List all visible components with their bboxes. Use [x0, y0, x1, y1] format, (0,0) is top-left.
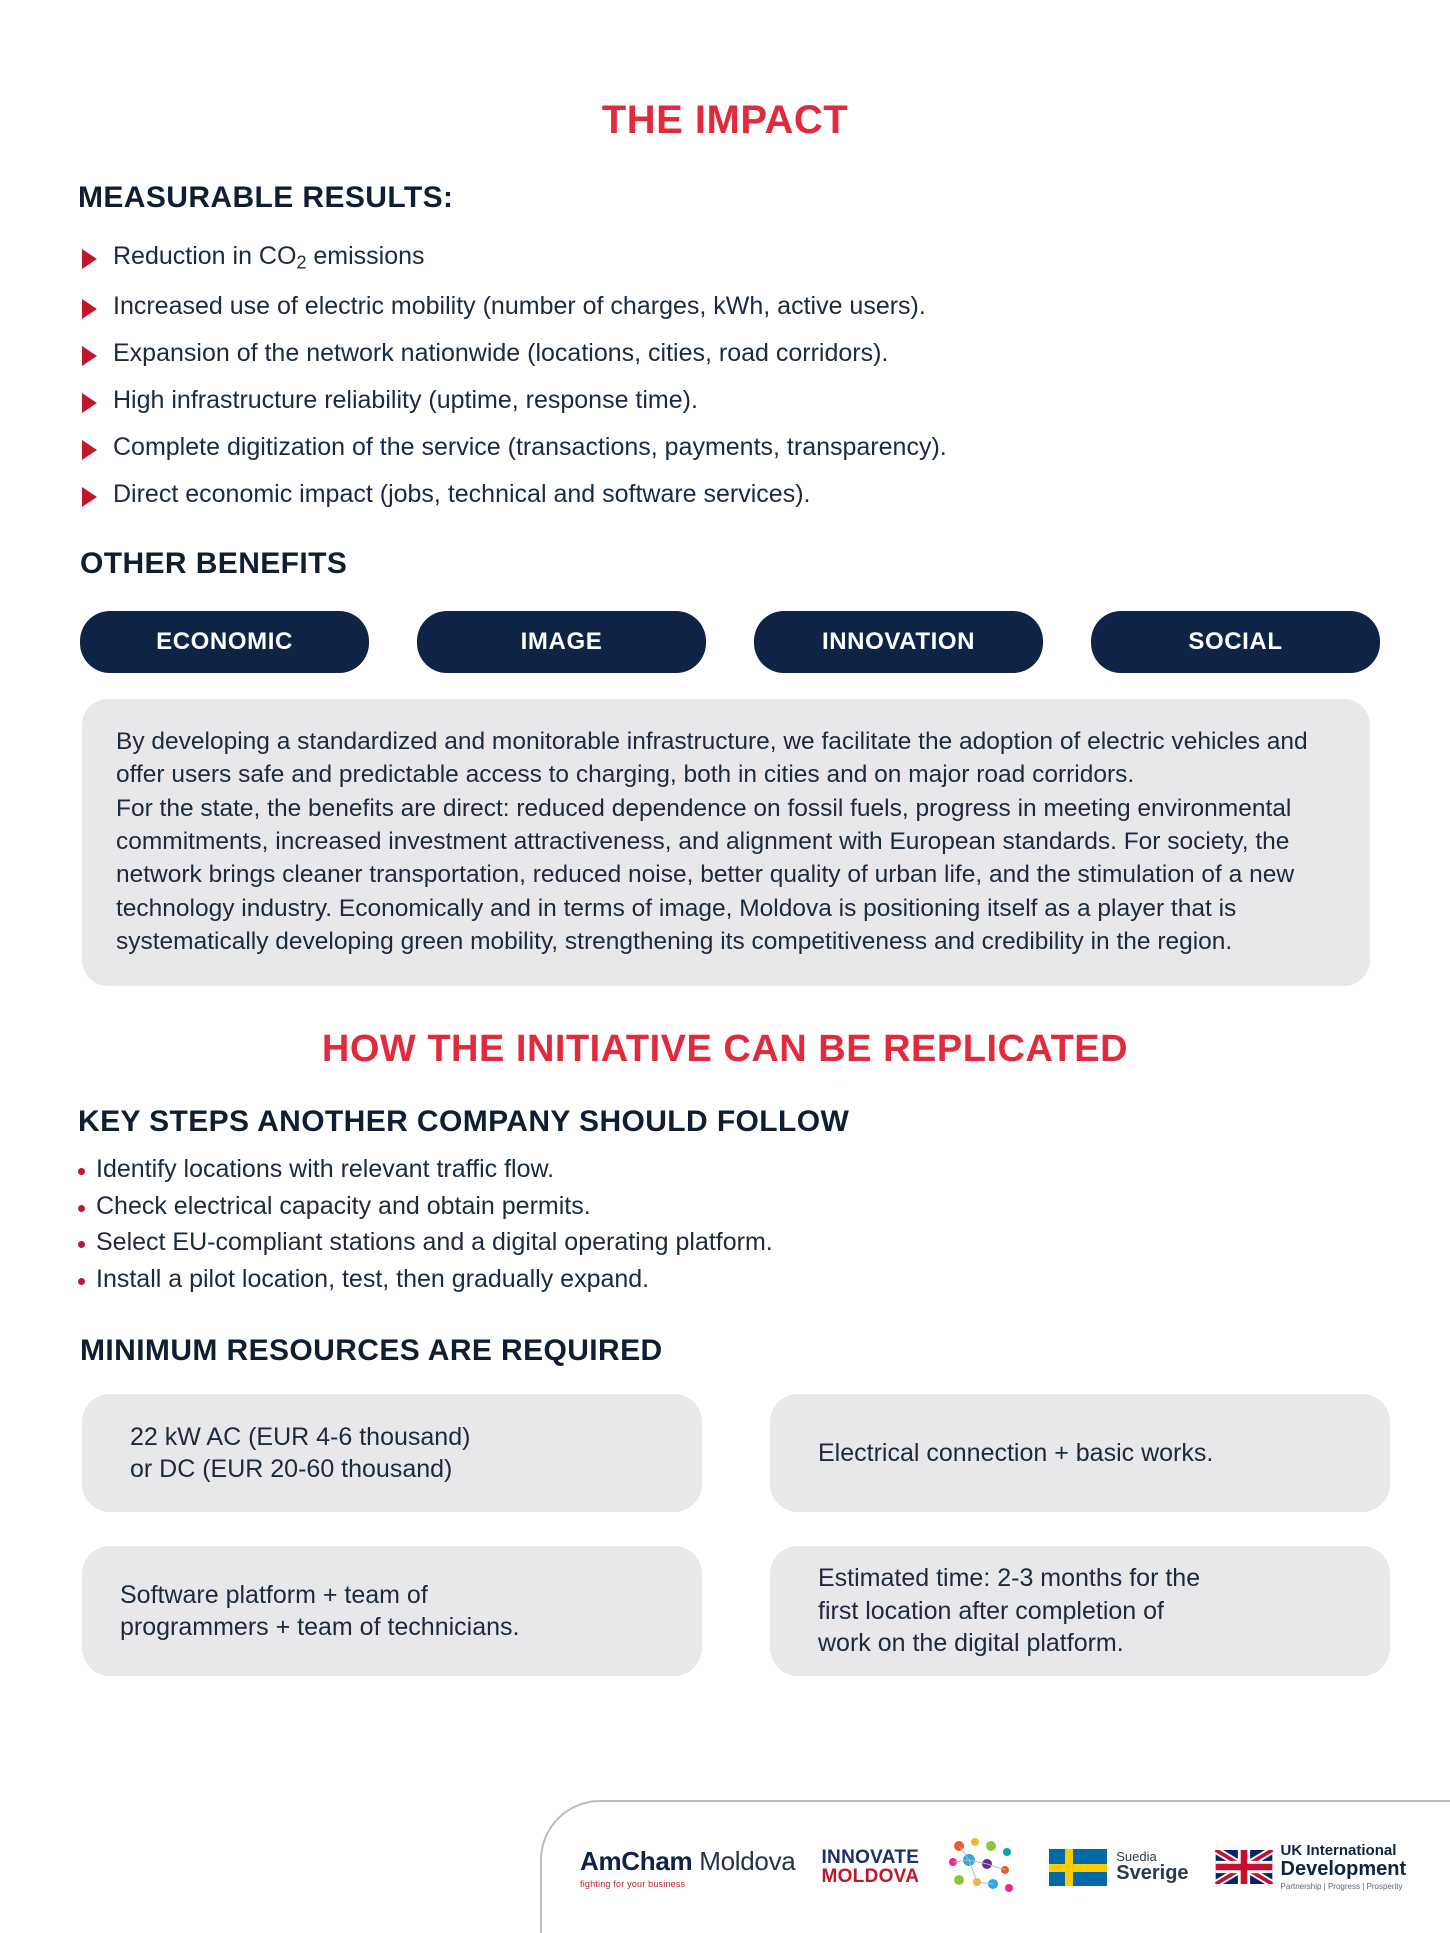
key-steps-list [0, 1153, 1450, 1296]
list-item-label: Check electrical capacity and obtain permits. [96, 1191, 591, 1220]
page-title-replication: HOW THE INITIATIVE CAN BE REPLICATED [321, 1028, 1129, 1071]
list-item-label: Install a pilot location, test, then gradually expand. [96, 1264, 650, 1293]
triangle-bullet-icon [82, 249, 97, 269]
list-item-label: Increased use of electric mobility (number of charges, kWh, active users). [113, 292, 926, 321]
measurable-results-list [0, 241, 1450, 509]
colorful-network-icon [945, 1836, 1023, 1898]
triangle-bullet-icon [82, 440, 97, 460]
resource-card-label: 22 kW AC (EUR 4-6 thousand) or DC (EUR 20-60 thousand) [130, 1422, 471, 1484]
resource-card-connection [770, 1394, 1390, 1512]
resource-card-software [82, 1546, 702, 1676]
list-item-label: Complete digitization of the service (transactions, payments, transparency). [113, 433, 947, 462]
dot-bullet-icon [78, 1168, 85, 1175]
uk-aid-logo [1215, 1843, 1407, 1892]
tab-social[interactable]: SOCIAL [1091, 611, 1380, 673]
list-item [82, 241, 1450, 274]
innovate-line-1: INNOVATE [821, 1846, 920, 1868]
sweden-line-1: Suedia [1116, 1848, 1157, 1864]
triangle-bullet-icon [82, 299, 97, 319]
innovate-moldova-logo [821, 1848, 919, 1887]
other-benefits-heading: OTHER BENEFITS [80, 547, 348, 581]
list-item-label: Select EU-compliant stations and a digital operating platform. [96, 1228, 773, 1257]
triangle-bullet-icon [82, 393, 97, 413]
list-item-label: Reduction in $CO_2$ emissions [113, 242, 425, 273]
dot-bullet-icon [78, 1205, 85, 1212]
resource-cards [82, 1394, 1450, 1676]
benefits-description-panel [82, 699, 1370, 986]
uk-line-3: Partnership | Progress | Prosperity [1280, 1881, 1403, 1891]
list-item [82, 291, 1450, 321]
benefits-paragraph-2: For the state, the benefits are direct: reduced dependence on fossil fuels, progress in meeting environmental commitments, increased investment attractiveness, and alignment with European standards. For society, the network brings cleaner transportation, reduced noise, better quality of urban life, and the stimulation of a new technology industry. Economically and in terms of image, Moldova is positioning itself as a player that is systematically developing green mobility, strengthening its competitiveness and credibility in the region. [116, 794, 1295, 955]
measurable-results-heading: MEASURABLE RESULTS: [78, 181, 454, 214]
list-item [82, 338, 1450, 368]
list-item [78, 1263, 1450, 1297]
key-steps-heading: KEY STEPS ANOTHER COMPANY SHOULD FOLLOW [78, 1105, 850, 1139]
list-item-label: Expansion of the network nationwide (locations, cities, road corridors). [113, 339, 889, 368]
footer-logo-row [580, 1822, 1440, 1912]
benefits-paragraph-1: By developing a standardized and monitorable infrastructure, we facilitate the adoption of electric vehicles and offer users safe and predictable access to charging, both in cities and on major road corridors. [116, 728, 1308, 789]
list-item [82, 479, 1450, 509]
dot-bullet-icon [78, 1278, 85, 1285]
page-title-impact: THE IMPACT [601, 98, 849, 142]
list-item-label: High infrastructure reliability (uptime, response time). [113, 386, 698, 415]
sweden-flag-icon [1049, 1849, 1107, 1886]
union-jack-icon [1215, 1850, 1273, 1884]
tab-innovation[interactable]: INNOVATION [754, 611, 1043, 673]
triangle-bullet-icon [82, 487, 97, 507]
list-item-label: Direct economic impact (jobs, technical and software services). [113, 480, 811, 509]
resource-card-hardware [82, 1394, 702, 1512]
sweden-logo [1049, 1849, 1188, 1886]
resource-card-label: Estimated time: 2-3 months for the first location after completion of work on the digital platform. [818, 1564, 1201, 1658]
benefit-tabs [80, 611, 1380, 673]
list-item [78, 1190, 1450, 1224]
list-item [82, 385, 1450, 415]
list-item-label: Identify locations with relevant traffic flow. [96, 1155, 555, 1184]
resource-card-label: Software platform + team of programmers + team of technicians. [120, 1580, 520, 1642]
footer [540, 1800, 1450, 1933]
dot-bullet-icon [78, 1241, 85, 1248]
list-item [78, 1153, 1450, 1187]
resources-heading: MINIMUM RESOURCES ARE REQUIRED [80, 1334, 663, 1368]
uk-line-2: Development [1280, 1857, 1407, 1880]
amcham-country: Moldova [699, 1845, 796, 1876]
triangle-bullet-icon [82, 346, 97, 366]
tab-economic[interactable]: ECONOMIC [80, 611, 369, 673]
sweden-line-2: Sverige [1116, 1862, 1189, 1885]
innovate-line-2: MOLDOVA [821, 1866, 920, 1887]
amcham-logo [580, 1846, 795, 1889]
tab-image[interactable]: IMAGE [417, 611, 706, 673]
uk-line-1: UK International [1280, 1841, 1397, 1859]
resource-card-time [770, 1546, 1390, 1676]
amcham-name: AmCham [580, 1845, 693, 1876]
list-item [82, 432, 1450, 462]
resource-card-label: Electrical connection + basic works. [818, 1439, 1214, 1468]
list-item [78, 1226, 1450, 1260]
amcham-tagline: fighting for your business [580, 1878, 686, 1889]
